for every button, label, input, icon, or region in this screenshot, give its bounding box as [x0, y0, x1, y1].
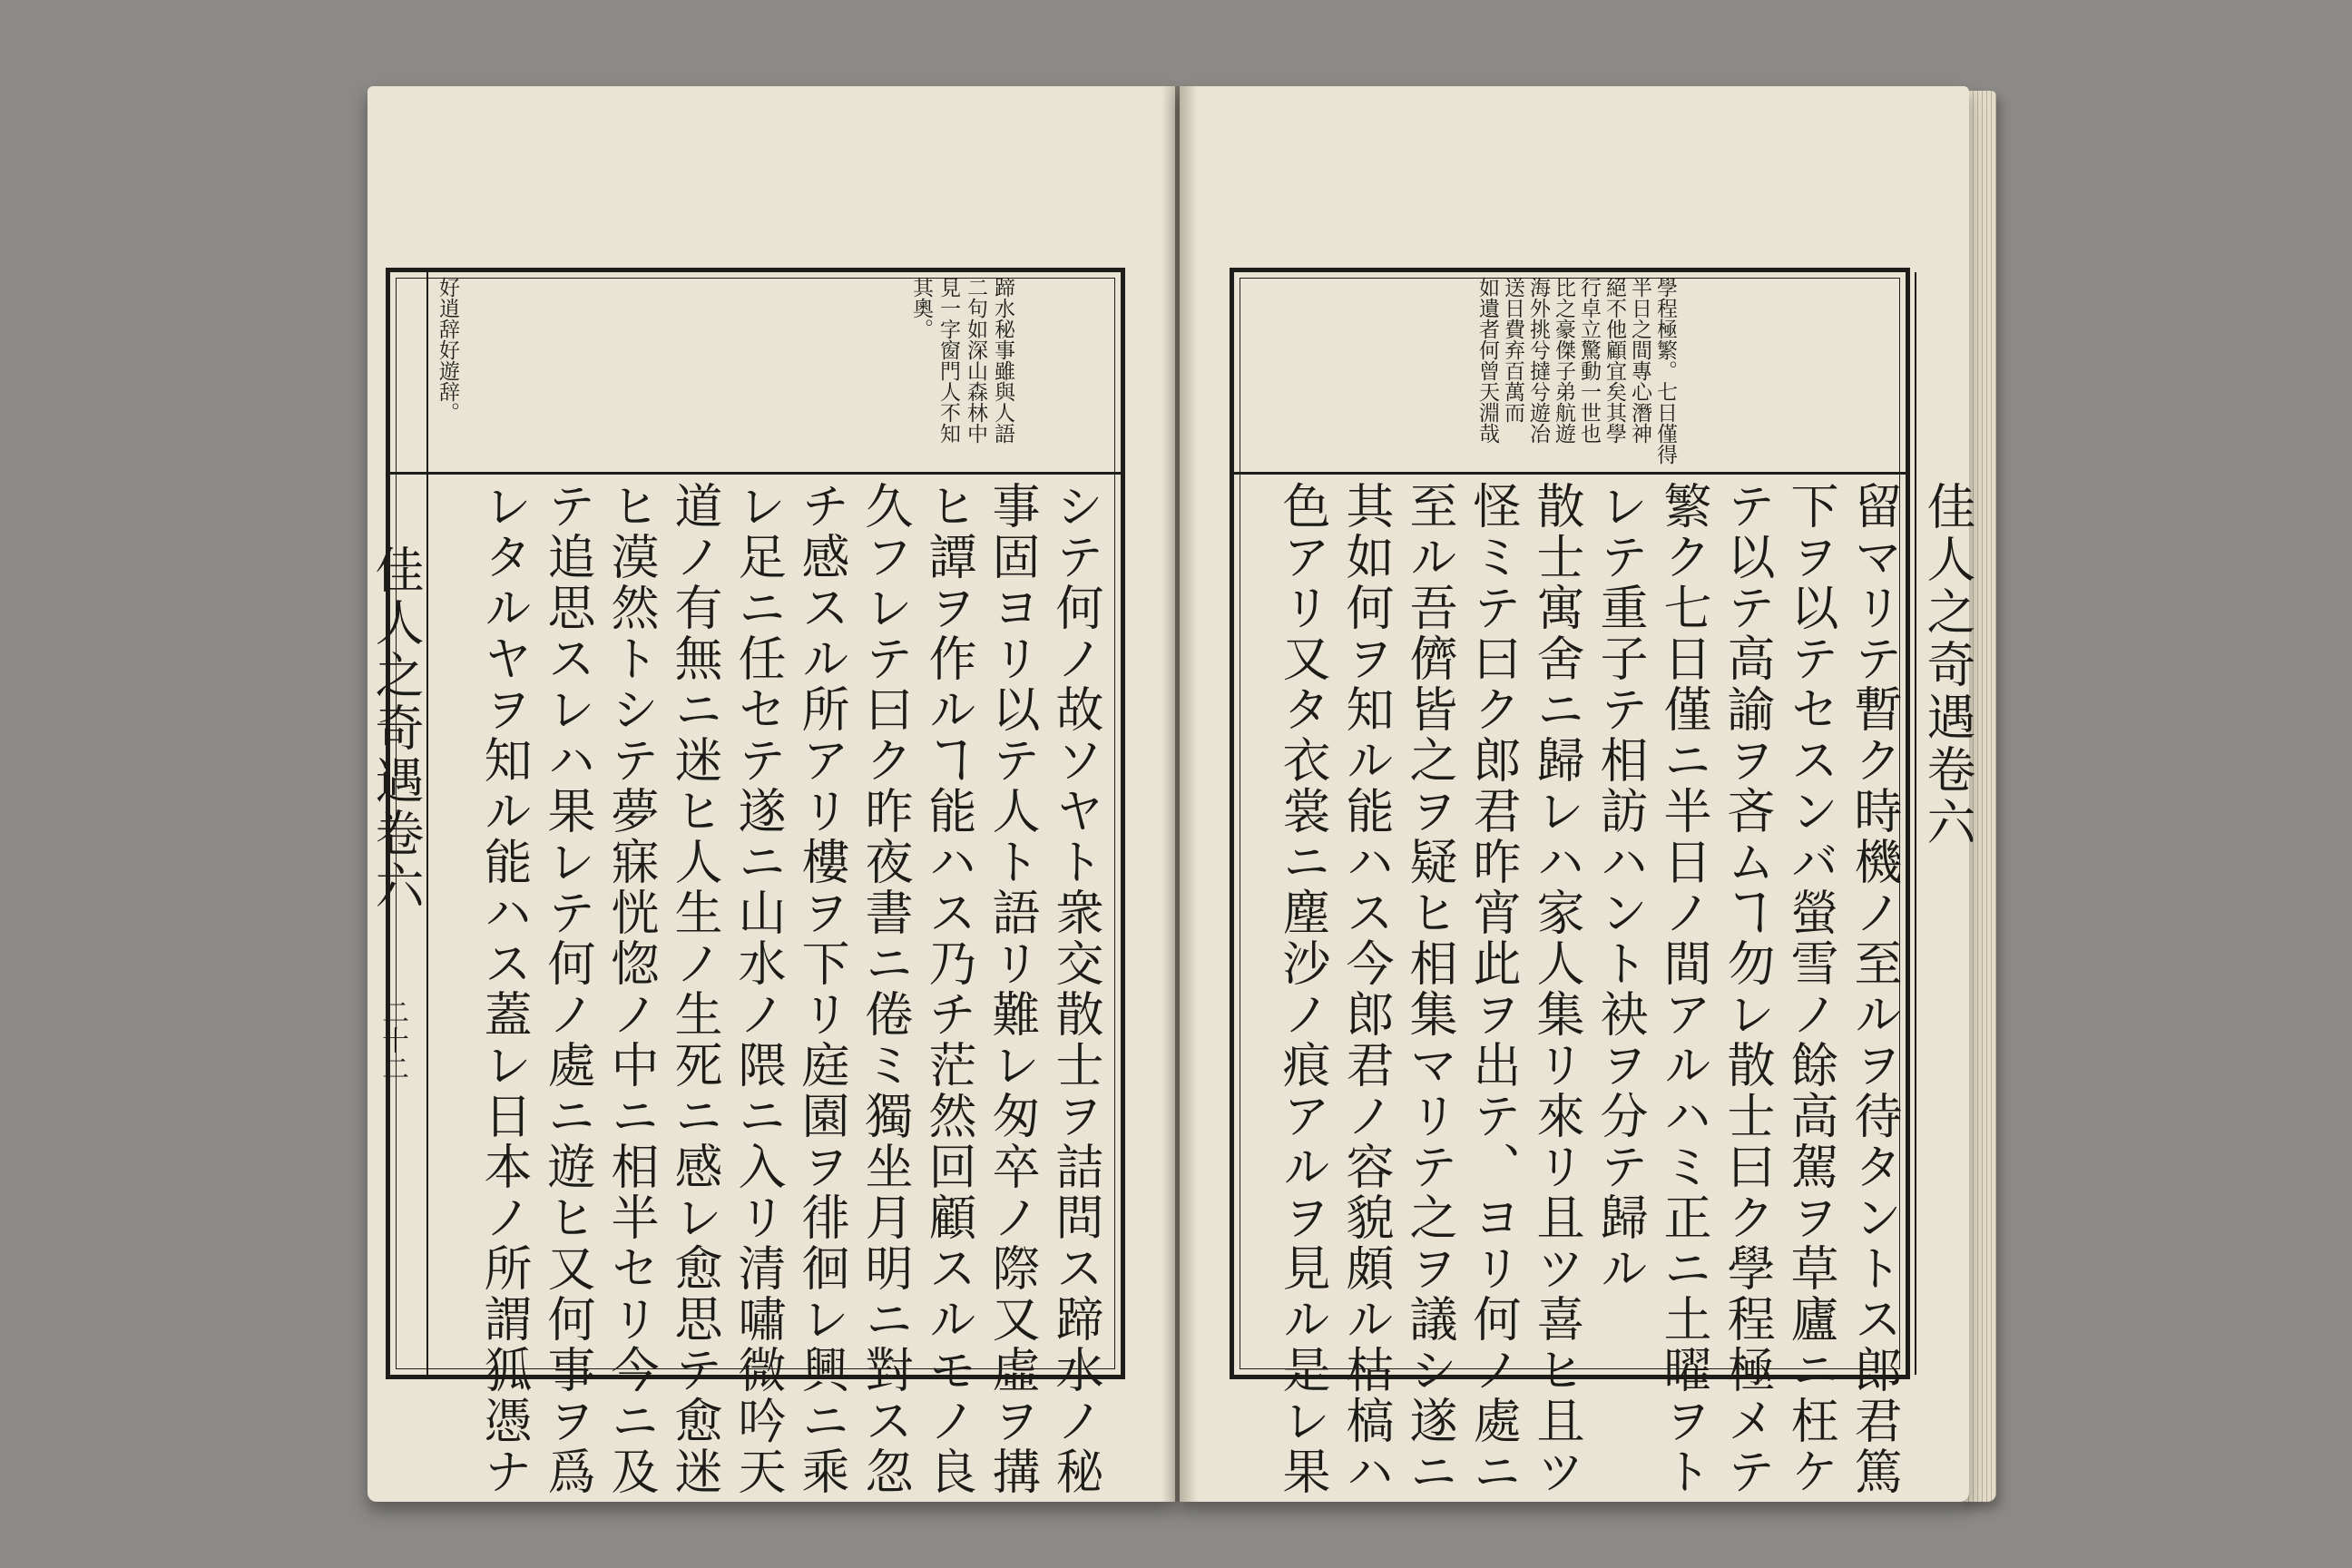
left-column-4: 久フレテ曰ク昨夜書ニ倦ミ獨坐月明ニ對ス忽 [858, 481, 913, 1497]
left-column-8: ヒ漠然トシテ夢寐恍惚ノ中ニ相半セリ今ニ及 [603, 481, 659, 1497]
left-headnote-3: 二句如深山森林中 [964, 277, 987, 444]
left-column-9: テ追思スレハ果レテ何ノ處ニ遊ヒ又何事ヲ爲 [540, 481, 595, 1497]
right-headnote-5: 比之豪傑子弟航遊 [1552, 277, 1575, 444]
left-column-1: シテ何ノ故ソヤト衆交散士ヲ詰問ス蹄水ノ秘 [1048, 481, 1103, 1497]
left-column-3: ヒ譚ヲ作ルヿ能ハス乃チ茫然回顧スルモノ良 [921, 481, 976, 1497]
book-gutter [1161, 86, 1198, 1502]
left-margin-rule [426, 272, 428, 1375]
right-headnote-2: 半日之間專心潛神 [1628, 277, 1651, 444]
right-margin-rule [1915, 272, 1916, 1375]
left-headnote-divider [386, 472, 1125, 475]
left-column-2: 事固ヨリ以テ人ト語リ難レ匆卒ノ際又虛ヲ搆 [985, 481, 1040, 1497]
left-column-7: 道ノ有無ニ迷ヒ人生ノ生死ニ感レ愈思テ愈迷 [667, 481, 722, 1497]
left-headnote-4: 見一字窗門人不知 [936, 277, 960, 444]
right-headnote-4: 行卓立驚動一世也 [1577, 277, 1601, 444]
right-headnote-7: 送日費弃百萬而 [1501, 277, 1524, 423]
left-column-5: チ感スル所アリ樓ヲ下リ庭園ヲ徘徊レ興ニ乘 [794, 481, 849, 1497]
right-column-4: 繁ク七日僅ニ半日ノ間アルハミ正ニ土曜ヲト [1656, 481, 1711, 1497]
right-headnote-3: 絕不他顧宜矣其學 [1602, 277, 1626, 444]
right-column-1: 留マリテ暫ク時機ノ至ルヲ待タントス郎君篤 [1847, 481, 1902, 1497]
left-page-title: 佳人之奇遇卷六 [368, 544, 425, 913]
right-column-6: 散士寓舍ニ歸レハ家人集リ來リ且ツ喜ヒ且ツ [1529, 481, 1584, 1497]
left-headnote-1: 好逍辞好遊辞。 [436, 277, 459, 423]
left-headnote-5: 其奧。 [909, 277, 933, 339]
right-column-9: 其如何ヲ知ル能ハス今郎君ノ容貌頗ル枯槁ハ [1338, 481, 1394, 1497]
left-folio-number: 二十二 [377, 998, 408, 1083]
right-headnote-1: 學程極繁。七日僅得 [1653, 277, 1677, 465]
left-column-6: レ足ニ任セテ遂ニ山水ノ隈ニ入リ清嘯微吟天 [730, 481, 786, 1497]
right-headnote-divider [1230, 472, 1910, 475]
right-column-7: 怪ミテ曰ク郎君昨宵此ヲ出テ、ヨリ何ノ處ニ [1465, 481, 1521, 1497]
left-headnote-2: 蹄水秘事雖與人語 [991, 277, 1014, 444]
right-headnote-6: 海外挑兮撻兮遊冶 [1526, 277, 1550, 444]
right-column-3: テ以テ高諭ヲ吝ムヿ勿レ散士曰ク學程極メテ [1720, 481, 1775, 1497]
right-headnote-8: 如遺者何曾天淵哉 [1475, 277, 1499, 444]
right-column-5: レテ重子テ相訪ハント袂ヲ分テ歸ル [1592, 481, 1648, 1294]
right-column-2: 下ヲ以テセスンバ螢雪ノ餘高駕ヲ草廬ニ枉ケ [1783, 481, 1838, 1497]
right-column-8: 至ル吾儕皆之ヲ疑ヒ相集マリテ之ヲ議シ遂ニ [1402, 481, 1457, 1497]
left-column-10: レタルヤヲ知ル能ハス蓋レ日本ノ所謂狐憑ナ [476, 481, 532, 1497]
right-column-10: 色アリ又タ衣裳ニ塵沙ノ痕アルヲ見ル是レ果 [1275, 481, 1330, 1497]
right-page-title: 佳人之奇遇卷六 [1919, 481, 1976, 849]
